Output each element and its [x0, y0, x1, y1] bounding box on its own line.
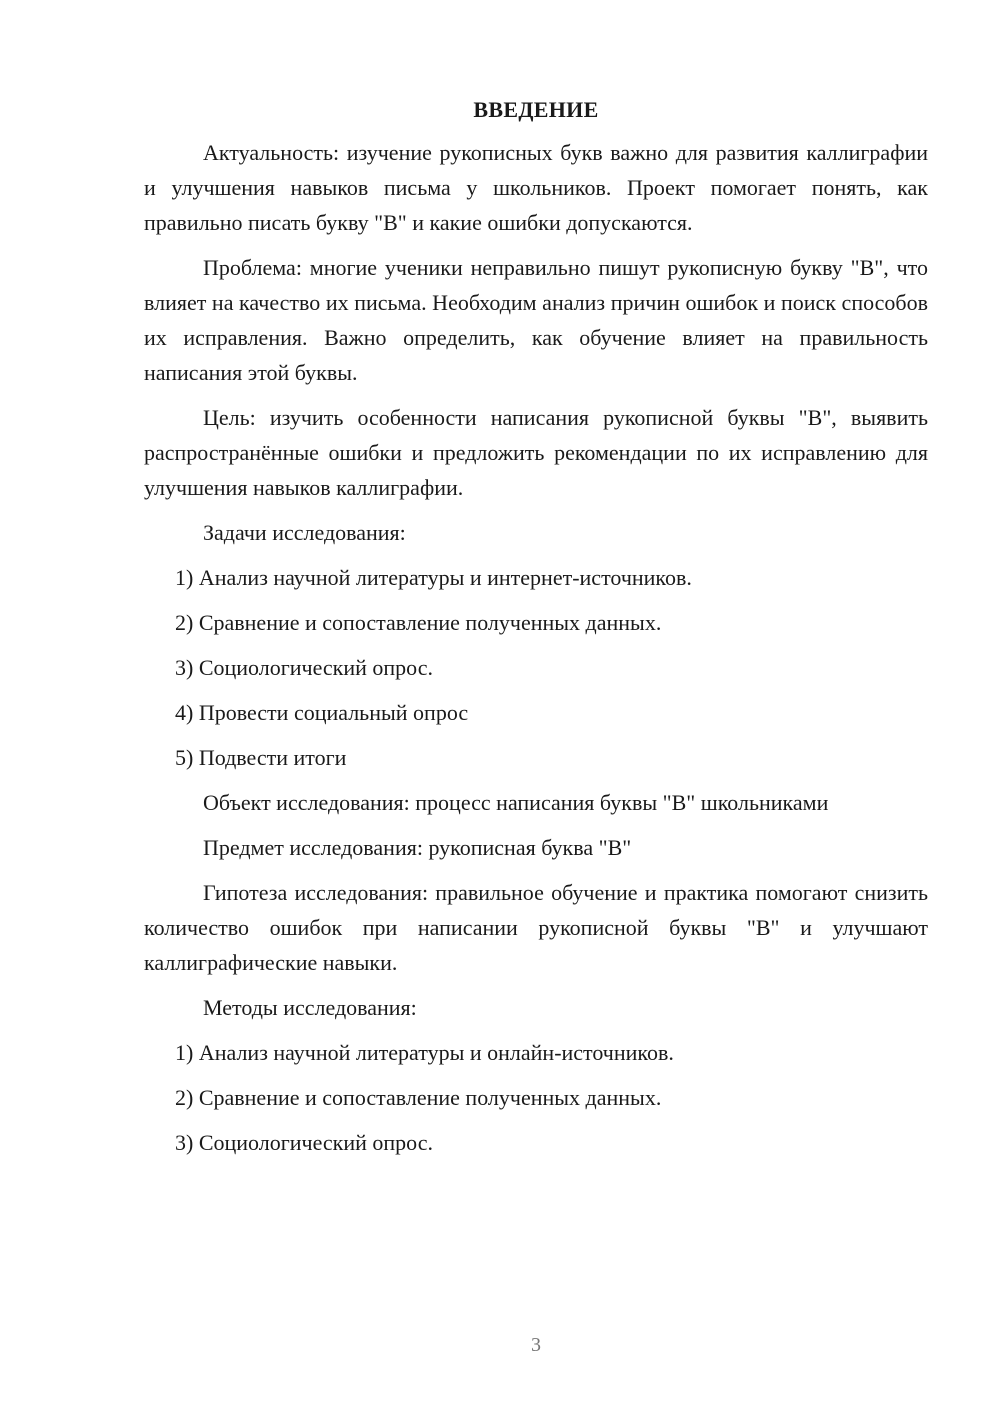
task-item: 3) Социологический опрос. [175, 655, 433, 680]
task-item: 4) Провести социальный опрос [175, 700, 469, 725]
method-item: 3) Социологический опрос. [175, 1130, 433, 1155]
subject-paragraph: Предмет исследования: рукописная буква "В" [203, 835, 632, 860]
tasks-list [144, 560, 928, 775]
page-number: 3 [531, 1334, 541, 1356]
methods-title: Методы исследования: [203, 995, 417, 1020]
actuality-paragraph: Актуальность: изучение рукописных букв важно для развития каллиграфии и улучшения навыков письма у школьников. Проект помогает понять, как правильно писать букву "В" и какие ошибки допускаются. [144, 140, 928, 235]
hypothesis-paragraph: Гипотеза исследования: правильное обучение и практика помогают снизить количество ошибок при написании рукописной буквы "В" и улучшают каллиграфические навыки. [144, 880, 928, 975]
page-content [144, 92, 928, 1170]
task-item: 2) Сравнение и сопоставление полученных данных. [175, 610, 662, 635]
task-item: 5) Подвести итоги [175, 745, 347, 770]
methods-list [144, 1035, 928, 1160]
tasks-title: Задачи исследования: [203, 520, 406, 545]
object-paragraph: Объект исследования: процесс написания буквы "В" школьниками [203, 790, 829, 815]
method-item: 1) Анализ научной литературы и онлайн-источников. [175, 1040, 674, 1065]
problem-paragraph: Проблема: многие ученики неправильно пишут рукописную букву "В", что влияет на качество их письма. Необходим анализ причин ошибок и поиск способов их исправления. Важно определить, как обучение влияет на правильность написания этой буквы. [144, 255, 928, 385]
method-item: 2) Сравнение и сопоставление полученных данных. [175, 1085, 662, 1110]
task-item: 1) Анализ научной литературы и интернет-источников. [175, 565, 692, 590]
section-heading: ВВЕДЕНИЕ [473, 97, 599, 122]
goal-paragraph: Цель: изучить особенности написания рукописной буквы "В", выявить распространённые ошибки и предложить рекомендации по их исправлению для улучшения навыков каллиграфии. [144, 405, 928, 500]
